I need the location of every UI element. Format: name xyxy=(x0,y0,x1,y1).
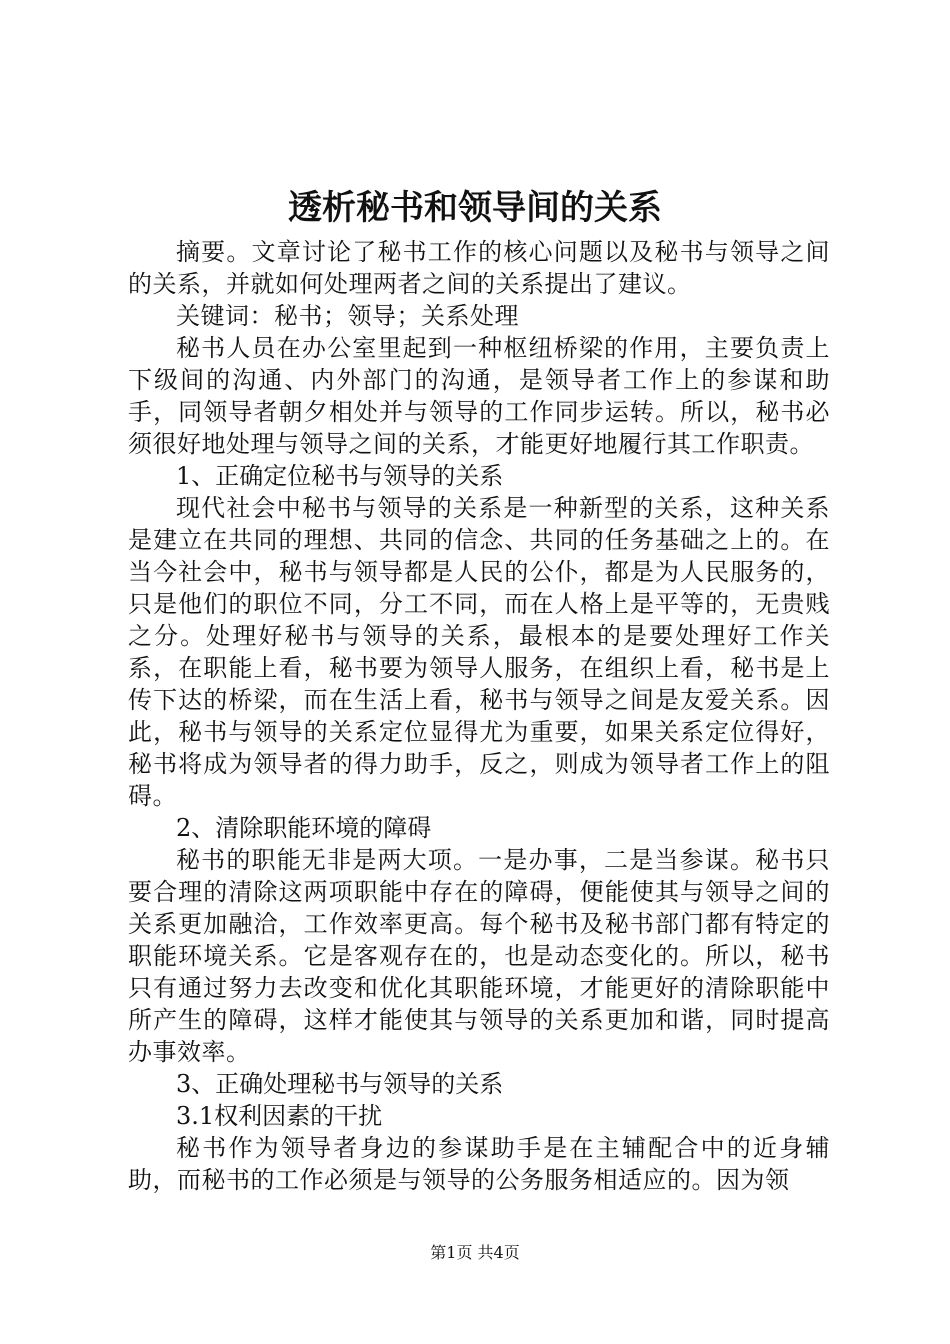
section-1-paragraph: 现代社会中秘书与领导的关系是一种新型的关系，这种关系是建立在共同的理想、共同的信念、共同的任务基础之上的。在当今社会中，秘书与领导都是人民的公仆，都是为人民服务的，只是他们的职位不同，分工不同，而在人格上是平等的，无贵贱之分。处理好秘书与领导的关系，最根本的是要处理好工作关系，在职能上看，秘书要为领导人服务，在组织上看，秘书是上传下达的桥梁，而在生活上看，秘书与领导之间是友爱关系。因此，秘书与领导的关系定位显得尤为重要，如果关系定位得好，秘书将成为领导者的得力助手，反之，则成为领导者工作上的阻碍。 xyxy=(128,494,830,810)
subsection-heading-3-1: 3.1权利因素的干扰 xyxy=(176,1102,383,1130)
document-title: 透析秘书和领导间的关系 xyxy=(288,188,662,228)
subsection-3-1-paragraph: 秘书作为领导者身边的参谋助手是在主辅配合中的近身辅助，而秘书的工作必须是与领导的公务服务相适应的。因为领 xyxy=(128,1134,830,1194)
section-2-paragraph: 秘书的职能无非是两大项。一是办事，二是当参谋。秘书只要合理的清除这两项职能中存在的障碍，便能使其与领导之间的关系更加融洽，工作效率更高。每个秘书及秘书部门都有特定的职能环境关系。它是客观存在的，也是动态变化的。所以，秘书只有通过努力去改变和优化其职能环境，才能更好的清除职能中所产生的障碍，这样才能使其与领导的关系更加和谐，同时提高办事效率。 xyxy=(128,846,830,1066)
page-footer: 第1页 共4页 xyxy=(430,1243,520,1262)
abstract-paragraph: 摘要。文章讨论了秘书工作的核心问题以及秘书与领导之间的关系，并就如何处理两者之间的关系提出了建议。 xyxy=(128,238,830,298)
section-heading-2: 2、清除职能环境的障碍 xyxy=(176,814,432,842)
keywords-paragraph: 关键词：秘书；领导；关系处理 xyxy=(176,302,519,330)
section-heading-1: 1、正确定位秘书与领导的关系 xyxy=(176,462,504,490)
document-body xyxy=(128,236,830,1196)
section-heading-3: 3、正确处理秘书与领导的关系 xyxy=(176,1070,504,1098)
intro-paragraph: 秘书人员在办公室里起到一种枢纽桥梁的作用，主要负责上下级间的沟通、内外部门的沟通，是领导者工作上的参谋和助手，同领导者朝夕相处并与领导的工作同步运转。所以，秘书必须很好地处理与领导之间的关系，才能更好地履行其工作职责。 xyxy=(128,334,830,458)
